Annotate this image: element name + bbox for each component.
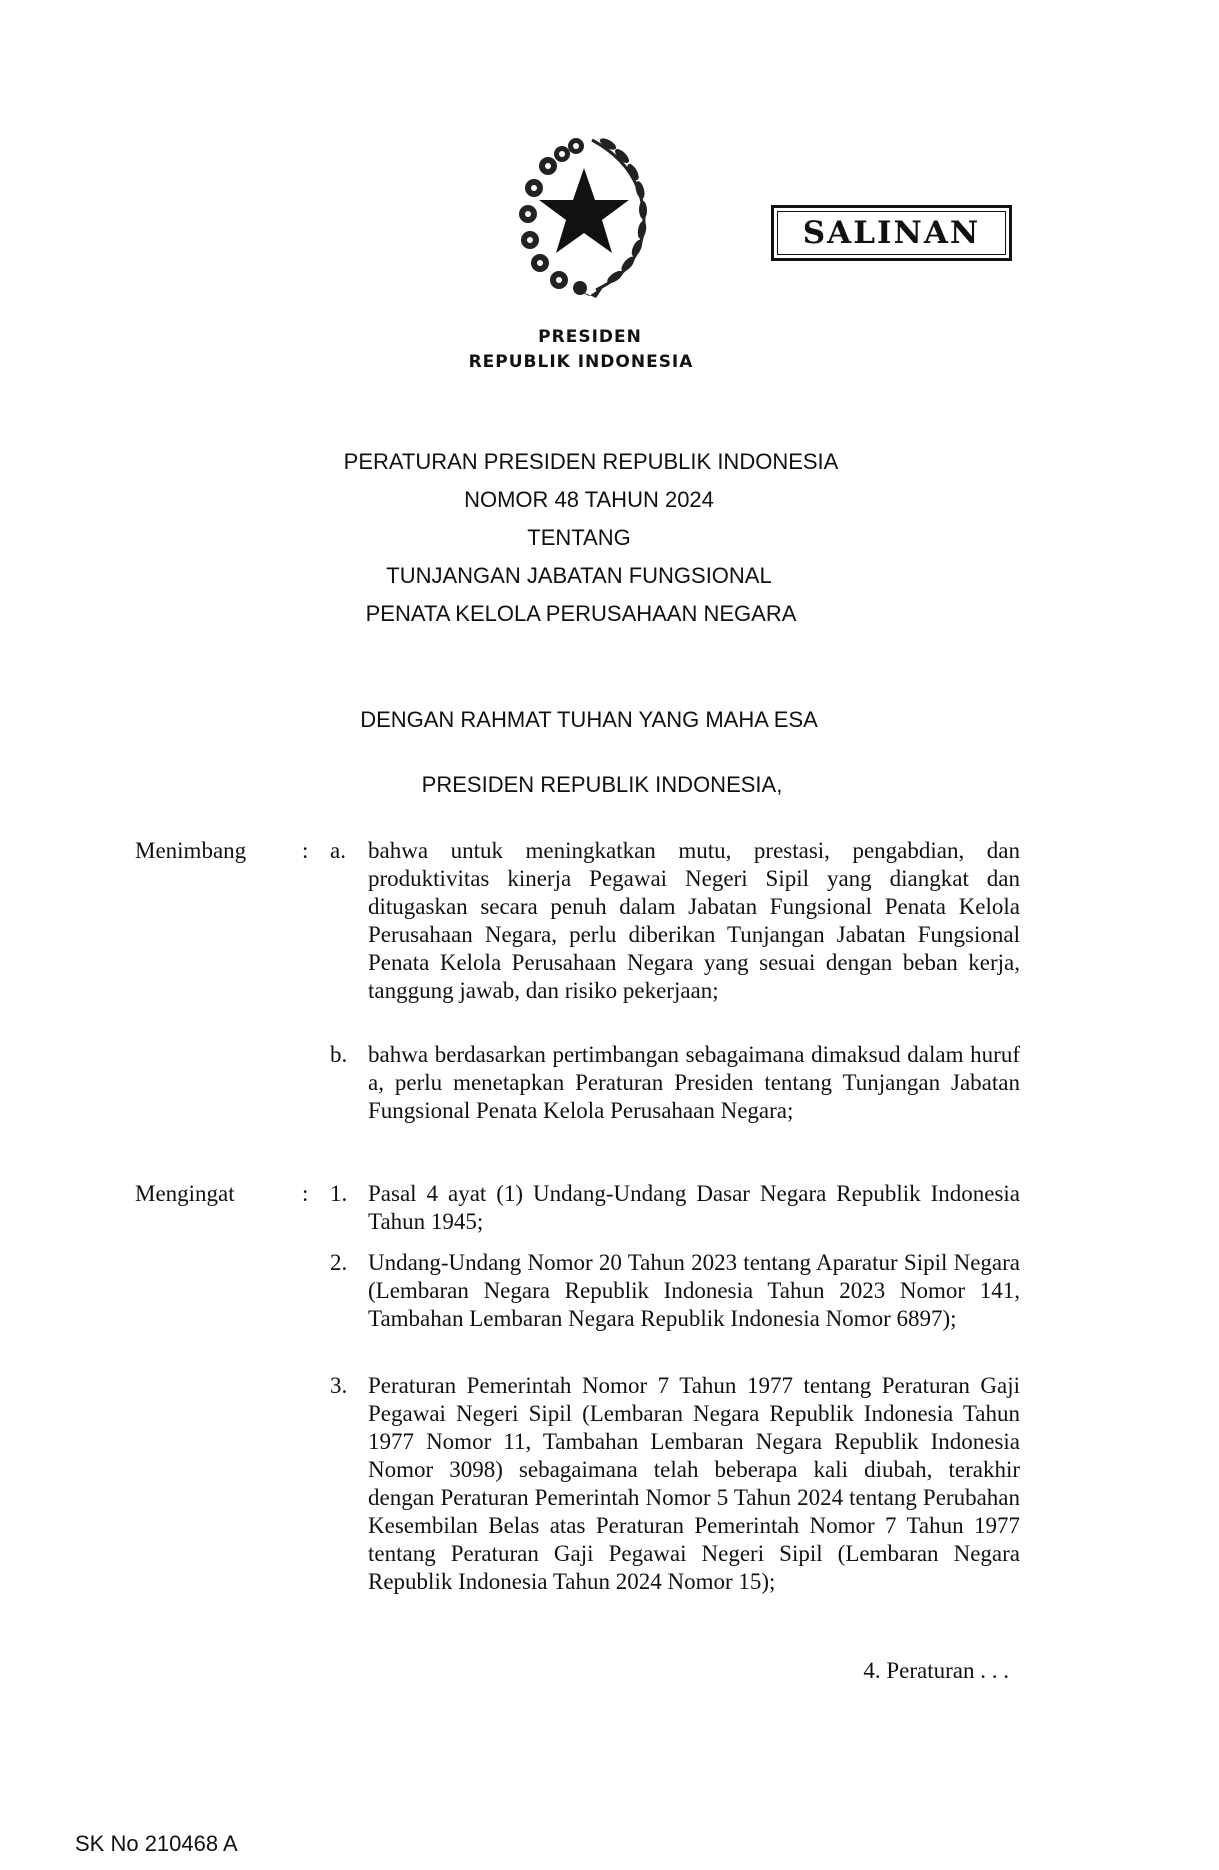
issuer-block: [240, 766, 950, 804]
item-text: bahwa untuk meningkatkan mutu, prestasi, pengabdian, dan produktivitas kinerja Pegawai Negeri Sipil yang diangkat dan ditugaskan secara penuh dalam Jabatan Fungsional Penata Kelola Perusahaan Negara, perlu diberikan Tunjangan Jabatan Fungsional Penata Kelola Perusahaan Negara yang sesuai dengan beban kerja, tanggung jawab, dan risiko pekerjaan;: [368, 838, 1020, 1003]
invocation-text: DENGAN RAHMAT TUHAN YANG MAHA ESA: [360, 707, 818, 732]
regulation-title: [240, 443, 950, 633]
item-marker: 1.: [330, 1181, 348, 1206]
item-marker: a.: [330, 838, 346, 863]
item-marker: b.: [330, 1042, 348, 1067]
title-line-4: TUNJANGAN JABATAN FUNGSIONAL: [386, 563, 772, 588]
item-text: Peraturan Pemerintah Nomor 7 Tahun 1977 tentang Peraturan Gaji Pegawai Negeri Sipil (Lembaran Negara Republik Indonesia Tahun 1977 Nomor 11, Tambahan Lembaran Negara Republik Indonesia Nomor 3098) sebagaimana telah beberapa kali diubah, terakhir dengan Peraturan Pemerintah Nomor 5 Tahun 2024 tentang Perubahan Kesembilan Belas atas Peraturan Pemerintah Nomor 7 Tahun 1977 tentang Peraturan Gaji Pegawai Negeri Sipil (Lembaran Negara Republik Indonesia Tahun 2024 Nomor 15);: [368, 1373, 1020, 1594]
issuer-text: PRESIDEN REPUBLIK INDONESIA,: [421, 772, 783, 797]
menimbang-colon: :: [302, 838, 309, 863]
title-line-3: TENTANG: [527, 525, 631, 550]
item-text: bahwa berdasarkan pertimbangan sebagaimana dimaksud dalam huruf a, perlu menetapkan Peraturan Presiden tentang Tunjangan Jabatan Fungsional Penata Kelola Perusahaan Negara;: [368, 1042, 1020, 1123]
title-line-2: NOMOR 48 TAHUN 2024: [464, 487, 714, 512]
menimbang-label: Menimbang: [135, 838, 247, 863]
item-text: Undang-Undang Nomor 20 Tahun 2023 tentang Aparatur Sipil Negara (Lembaran Negara Republik Indonesia Tahun 2023 Nomor 141, Tambahan Lembaran Negara Republik Indonesia Nomor 6897);: [368, 1250, 1020, 1331]
title-line-5: PENATA KELOLA PERUSAHAAN NEGARA: [365, 601, 797, 626]
salinan-stamp: [771, 205, 1012, 261]
office-line-2: REPUBLIK INDONESIA: [468, 352, 694, 372]
sk-number: SK No 210468 A: [75, 1831, 238, 1856]
page-continuation: 4. Peraturan . . .: [863, 1658, 1009, 1683]
office-header: [420, 325, 760, 375]
mengingat-colon: :: [302, 1181, 309, 1206]
item-marker: 3.: [330, 1373, 348, 1398]
title-line-1: PERATURAN PRESIDEN REPUBLIK INDONESIA: [343, 449, 839, 474]
item-text: Pasal 4 ayat (1) Undang-Undang Dasar Negara Republik Indonesia Tahun 1945;: [368, 1181, 1020, 1234]
invocation-block: [240, 701, 950, 739]
salinan-text: SALINAN: [777, 211, 1006, 255]
presidential-emblem-icon: [504, 128, 664, 303]
mengingat-label: Mengingat: [135, 1181, 235, 1206]
office-line-1: PRESIDEN: [538, 327, 642, 347]
item-marker: 2.: [330, 1250, 348, 1275]
